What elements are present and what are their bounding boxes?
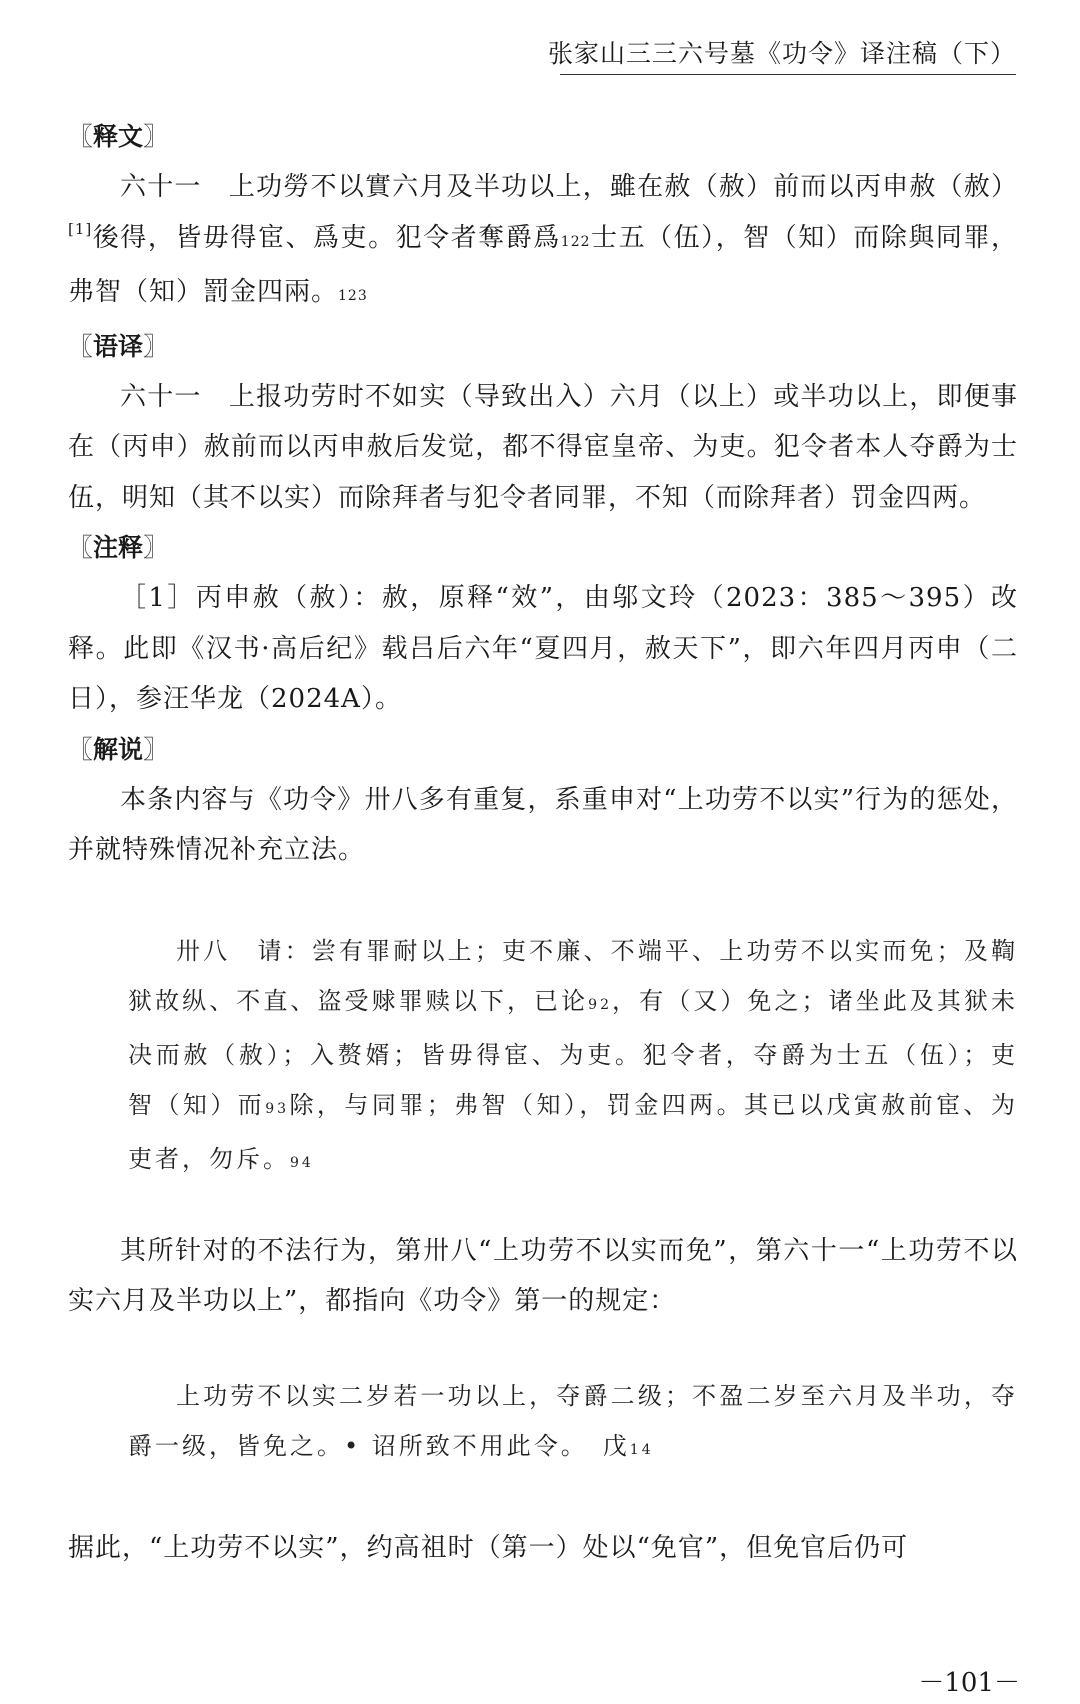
bracket-right: 〗 xyxy=(143,734,169,764)
bracket-left: 〖 xyxy=(68,331,94,361)
transcription-paragraph xyxy=(68,162,1018,322)
bracket-right: 〗 xyxy=(143,122,169,151)
slip-number: 92 xyxy=(588,996,612,1013)
bracket-right: 〗 xyxy=(143,533,169,562)
bracket-left: 〖 xyxy=(68,122,94,151)
transcription-text: 六十一 上功勞不以實六月及半功以上，雖在赦（赦）前而以丙申赦（赦） xyxy=(120,172,1018,202)
section-heading-yuyi xyxy=(68,322,1018,372)
quote-text: 戊 xyxy=(602,1431,630,1460)
running-header xyxy=(547,34,1016,75)
commentary-paragraph: 本条内容与《功令》卅八多有重复，系重申对“上功劳不以实”行为的惩处，并就特殊情况补充立法。 xyxy=(68,784,1018,865)
slip-number: 122 xyxy=(560,233,591,250)
block-quote-article-1 xyxy=(128,1371,1018,1475)
commentary-paragraph: 据此，“上功劳不以实”，约高祖时（第一）处以“免官”，但免官后仍可 xyxy=(68,1532,909,1563)
section-heading-zhushi xyxy=(68,523,1018,573)
transcription-text: 後得，皆毋得宦、爲吏。犯令者奪爵爲 xyxy=(92,222,561,253)
quote-text: 除，与同罪；弗智（知），罚金四两。其已以戊寅赦前宦、为吏者，勿斥。 xyxy=(128,1090,1019,1173)
translation-paragraph: 六十一 上报功劳时不如实（导致出入）六月（以上）或半功以上，即便事在（丙申）赦前而以丙申赦后发觉，都不得宦皇帝、为吏。犯令者本人夺爵为士伍，明知（其不以实）而除拜者与犯令者同罪，不知（而除拜者）罚金四两。 xyxy=(68,381,1018,513)
section-label: 注释 xyxy=(93,533,144,562)
slip-number: 14 xyxy=(629,1441,654,1458)
slip-number: 93 xyxy=(265,1100,290,1117)
bracket-left: 〖 xyxy=(68,734,94,764)
article-body xyxy=(68,112,1018,1573)
section-label: 语译 xyxy=(93,331,144,361)
running-header-title: 张家山三三六号墓《功令》译注稿（下） xyxy=(547,39,1016,68)
commentary-paragraph: 其所针对的不法行为，第卅八“上功劳不以实而免”，第六十一“上功劳不以实六月及半功以上”，都指向《功令》第一的规定： xyxy=(68,1235,1018,1316)
bracket-left: 〖 xyxy=(68,533,94,562)
quote-text: ，有（又）免之；诸坐此及其狱未决而赦（赦）；入赘婿；皆毋得宦、为吏。犯令者，夺爵为士五（伍）；吏智（知）而 xyxy=(128,986,1019,1119)
slip-number: 94 xyxy=(290,1154,314,1171)
transcription-text: 士五（伍），智（知）而除與同罪，弗智（知）罰金四兩。 xyxy=(68,222,1018,307)
section-heading-jieshuo xyxy=(68,725,1018,775)
quote-text: 卅八 请：尝有罪耐以上；吏不廉、不端平、上功劳不以实而免；及鞫狱故纵、不直、盗受赇罪赎以下，已论 xyxy=(128,936,1018,1015)
footnote-ref: [1] xyxy=(68,219,93,238)
bracket-right: 〗 xyxy=(143,331,169,361)
note-paragraph: ［1］丙申赦（赦）：赦，原释“效”，由邬文玲（2023：385～395）改释。此即《汉书·高后纪》载吕后六年“夏四月，赦天下”，即六年四月丙申（二日），参汪华龙（2024A）。 xyxy=(68,583,1018,714)
block-quote-article-38 xyxy=(128,926,1018,1188)
slip-number: 123 xyxy=(338,288,368,304)
section-label: 解说 xyxy=(93,734,144,764)
section-heading-shiwen xyxy=(68,112,1018,162)
section-label: 释文 xyxy=(93,122,144,151)
page-number: －101－ xyxy=(918,1668,1020,1698)
quote-text: 上功劳不以实二岁若一功以上，夺爵二级；不盈二岁至六月及半功，夺爵一级，皆免之。• 诏所致不用此令。 xyxy=(128,1381,1018,1460)
